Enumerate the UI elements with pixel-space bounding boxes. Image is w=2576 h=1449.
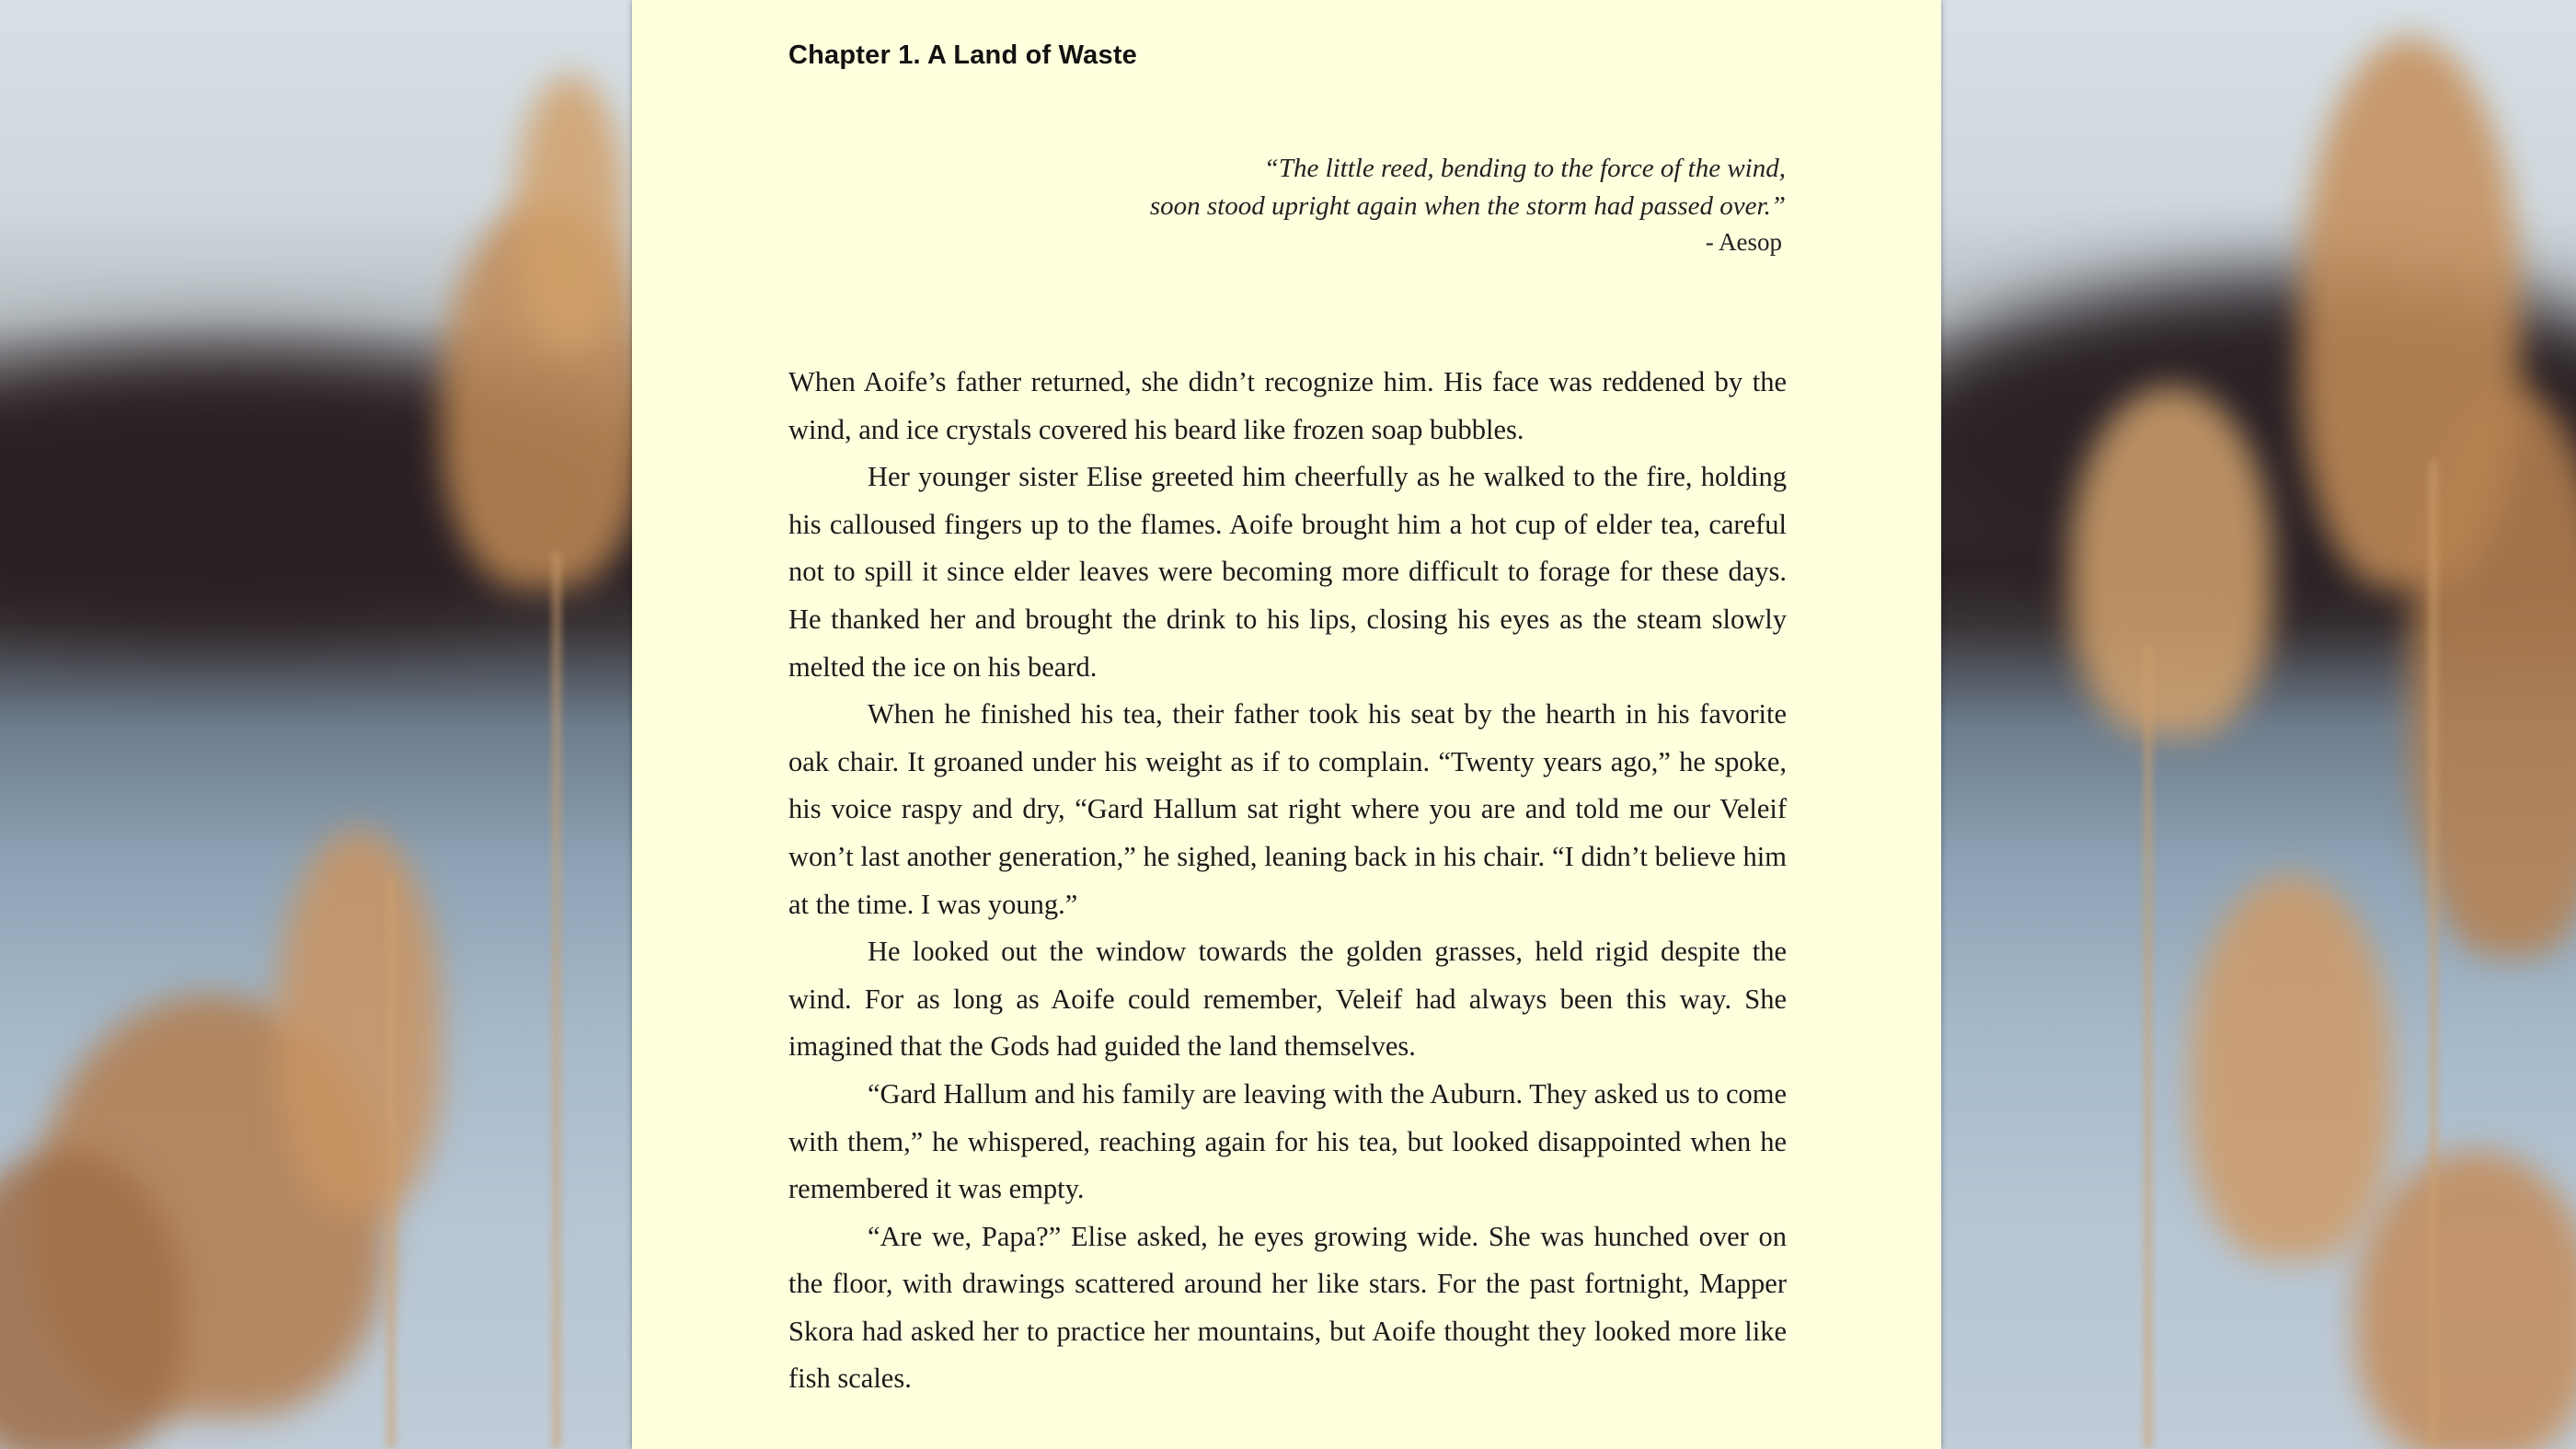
paragraph: “Are we, Papa?” Elise asked, he eyes growing wide. She was hunched over on the floor, with drawings scattered around her like stars. For the past fortnight, Mapper Skora had asked her to practice her mountains, but Aoife thought they looked more like fish scales. — [788, 1220, 1787, 1395]
paragraph: “Gard Hallum and his family are leaving with the Auburn. They asked us to come with them,” he whispered, reaching again for his tea, but looked disappointed when he remembered it was empty. — [788, 1077, 1787, 1205]
epigraph — [958, 150, 1786, 259]
paragraph: When he finished his tea, their father took his seat by the hearth in his favorite oak chair. It groaned under his weight as if to complain. “Twenty years ago,” he spoke, his voice raspy and dry, “Gard Hallum sat right where you are and told me our Veleif won’t last another generation,” he sighed, leaning back in his chair. “I didn’t believe him at the time. I was young.” — [788, 698, 1787, 920]
chapter-title: Chapter 1. A Land of Waste — [788, 40, 1138, 70]
chapter-body — [788, 359, 1787, 1403]
epigraph-line: soon stood upright again when the storm had passed over.” — [1149, 191, 1786, 221]
paragraph: He looked out the window towards the golden grasses, held rigid despite the wind. For as long as Aoife could remember, Veleif had always been this way. She imagined that the Gods had guided the land themselves. — [788, 936, 1787, 1063]
book-page — [632, 0, 1941, 1449]
paragraph: When Aoife’s father returned, she didn’t recognize him. His face was reddened by the wind, and ice crystals covered his beard like frozen soap bubbles. — [788, 366, 1787, 445]
epigraph-attribution: - Aesop — [1705, 228, 1782, 256]
paragraph: Her younger sister Elise greeted him cheerfully as he walked to the fire, holding his calloused fingers up to the flames. Aoife brought him a hot cup of elder tea, careful not to spill it since elder leaves were becoming more difficult to forage for these days. He thanked her and brought the drink to his lips, closing his eyes as the steam slowly melted the ice on his beard. — [788, 461, 1787, 683]
epigraph-line: “The little reed, bending to the force of the wind, — [1263, 154, 1786, 183]
